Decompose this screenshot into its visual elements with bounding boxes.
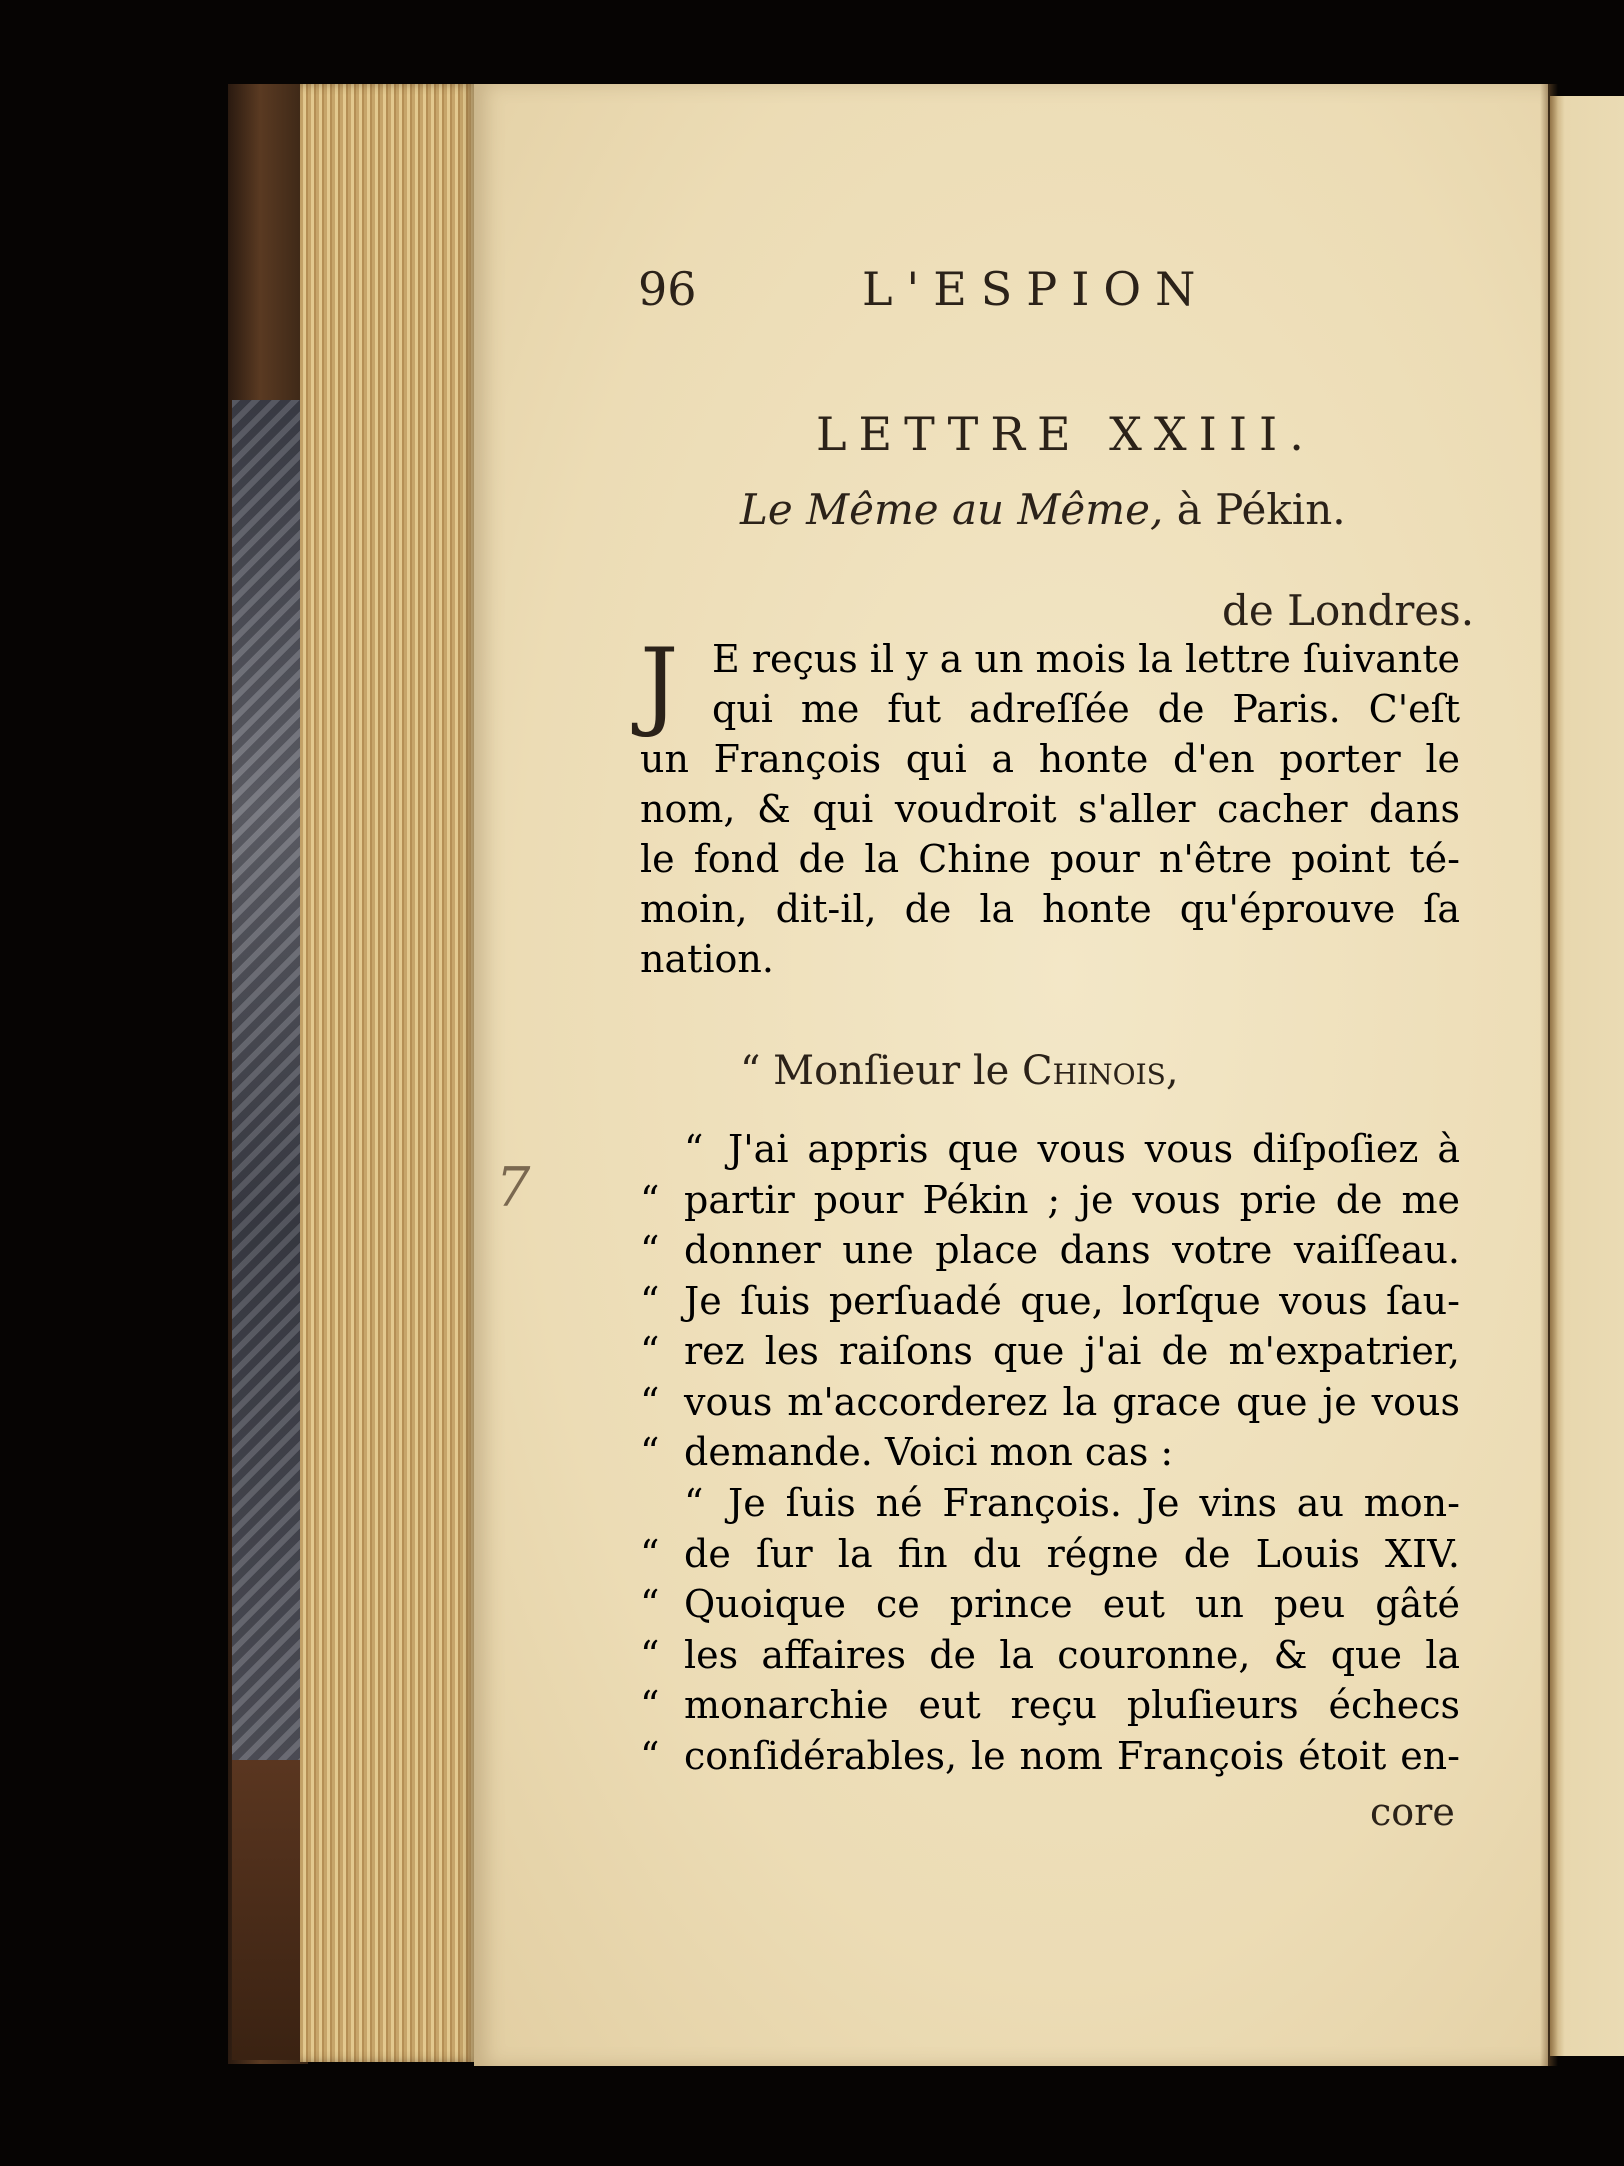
page-number: 96 <box>638 262 697 316</box>
intro-line-text: nom, & qui voudroit s'aller cacher dans <box>640 787 1460 831</box>
letter-place: de Londres. <box>1222 586 1475 635</box>
intro-line <box>640 734 1460 784</box>
quote-mark: “ <box>640 1632 660 1677</box>
intro-line <box>640 784 1460 834</box>
intro-line-text: un François qui a honte d'en porter le <box>640 737 1460 781</box>
subtitle-rest: à Pékin. <box>1176 485 1346 534</box>
quote-mark: “ <box>640 1379 660 1424</box>
quote-line <box>640 1680 1460 1731</box>
drop-cap: J <box>640 628 679 740</box>
intro-line-text: moin, dit-il, de la honte qu'éprouve ſa <box>640 887 1460 931</box>
catchword: core <box>1370 1790 1455 1834</box>
page-edges <box>300 84 476 2062</box>
quote-line <box>640 1175 1460 1226</box>
quote-line-text: conſidérables, le nom François étoit en- <box>684 1733 1460 1778</box>
quote-line <box>640 1579 1460 1630</box>
salutation <box>740 1048 1179 1094</box>
intro-line-text: qui me fut adreſſée de Paris. C'eſt <box>712 687 1460 731</box>
quote-block-1 <box>640 1124 1460 1478</box>
intro-line <box>712 684 1460 734</box>
margin-annotation: 7 <box>496 1156 531 1219</box>
quote-line <box>640 1124 1460 1175</box>
intro-line <box>712 634 1460 684</box>
quote-line-text: les affaires de la couronne, & que la <box>684 1632 1460 1677</box>
quote-line <box>640 1427 1460 1478</box>
salutation-text: Monſieur le <box>773 1048 1010 1094</box>
quote-line-text: Je ſuis né François. Je vins au mon- <box>728 1481 1460 1525</box>
facing-page-edge <box>1550 96 1624 2056</box>
running-title: L'ESPION <box>862 262 1210 316</box>
leather-corner <box>232 1760 306 2060</box>
quote-line <box>640 1478 1460 1529</box>
quote-line <box>640 1529 1460 1580</box>
intro-paragraph <box>640 628 1460 984</box>
quote-mark: “ <box>640 1733 660 1778</box>
marbled-cover <box>232 400 302 1760</box>
quote-mark: “ <box>640 1278 660 1323</box>
quote-line <box>640 1225 1460 1276</box>
quote-line-text: partir pour Pékin ; je vous prie de me <box>684 1177 1460 1222</box>
quote-mark: “ <box>640 1329 660 1373</box>
quote-mark: “ <box>684 1127 704 1171</box>
quote-block-2 <box>640 1478 1460 1781</box>
salutation-caps: Chinois, <box>1022 1048 1179 1094</box>
quote-mark: “ <box>640 1430 660 1474</box>
quote-line <box>640 1630 1460 1681</box>
quote-mark: “ <box>684 1481 704 1525</box>
intro-line <box>640 834 1460 884</box>
intro-line-text: nation. <box>640 937 774 981</box>
quote-line-text: rez les raiſons que j'ai de m'expatrier, <box>684 1329 1460 1373</box>
quote-line <box>640 1377 1460 1428</box>
page-gutter-shadow <box>1540 84 1558 2066</box>
subtitle-italic: Le Même au Même, <box>740 485 1164 534</box>
intro-line <box>640 884 1460 934</box>
letter-subtitle <box>740 485 1346 534</box>
quote-line <box>640 1731 1460 1782</box>
intro-line-text: le fond de la Chine pour n'être point té- <box>640 837 1460 881</box>
quote-line <box>640 1326 1460 1377</box>
salutation-mark: “ <box>740 1048 761 1094</box>
intro-line-text: E reçus il y a un mois la lettre ſuivante <box>712 637 1460 681</box>
quote-line-text: demande. Voici mon cas : <box>684 1430 1174 1474</box>
letter-title: LETTRE XXIII. <box>816 407 1316 461</box>
quote-line-text: Quoique ce prince eut un peu gâté <box>684 1582 1460 1626</box>
quote-mark: “ <box>640 1228 660 1272</box>
quote-line-text: vous m'accorderez la grace que je vous <box>684 1379 1460 1424</box>
quote-mark: “ <box>640 1582 660 1626</box>
quote-line-text: Je ſuis perſuadé que, lorſque vous ſau- <box>684 1278 1460 1323</box>
quote-mark: “ <box>640 1177 660 1222</box>
intro-line <box>640 934 1460 984</box>
quote-line-text: monarchie eut reçu pluſieurs échecs <box>684 1683 1460 1727</box>
quote-line-text: donner une place dans votre vaiſſeau. <box>684 1228 1460 1272</box>
quote-mark: “ <box>640 1531 660 1576</box>
quote-line-text: J'ai appris que vous vous diſpoſiez à <box>728 1127 1460 1171</box>
quote-line <box>640 1276 1460 1327</box>
quote-line-text: de ſur la fin du régne de Louis XIV. <box>684 1531 1460 1576</box>
quote-mark: “ <box>640 1683 660 1727</box>
